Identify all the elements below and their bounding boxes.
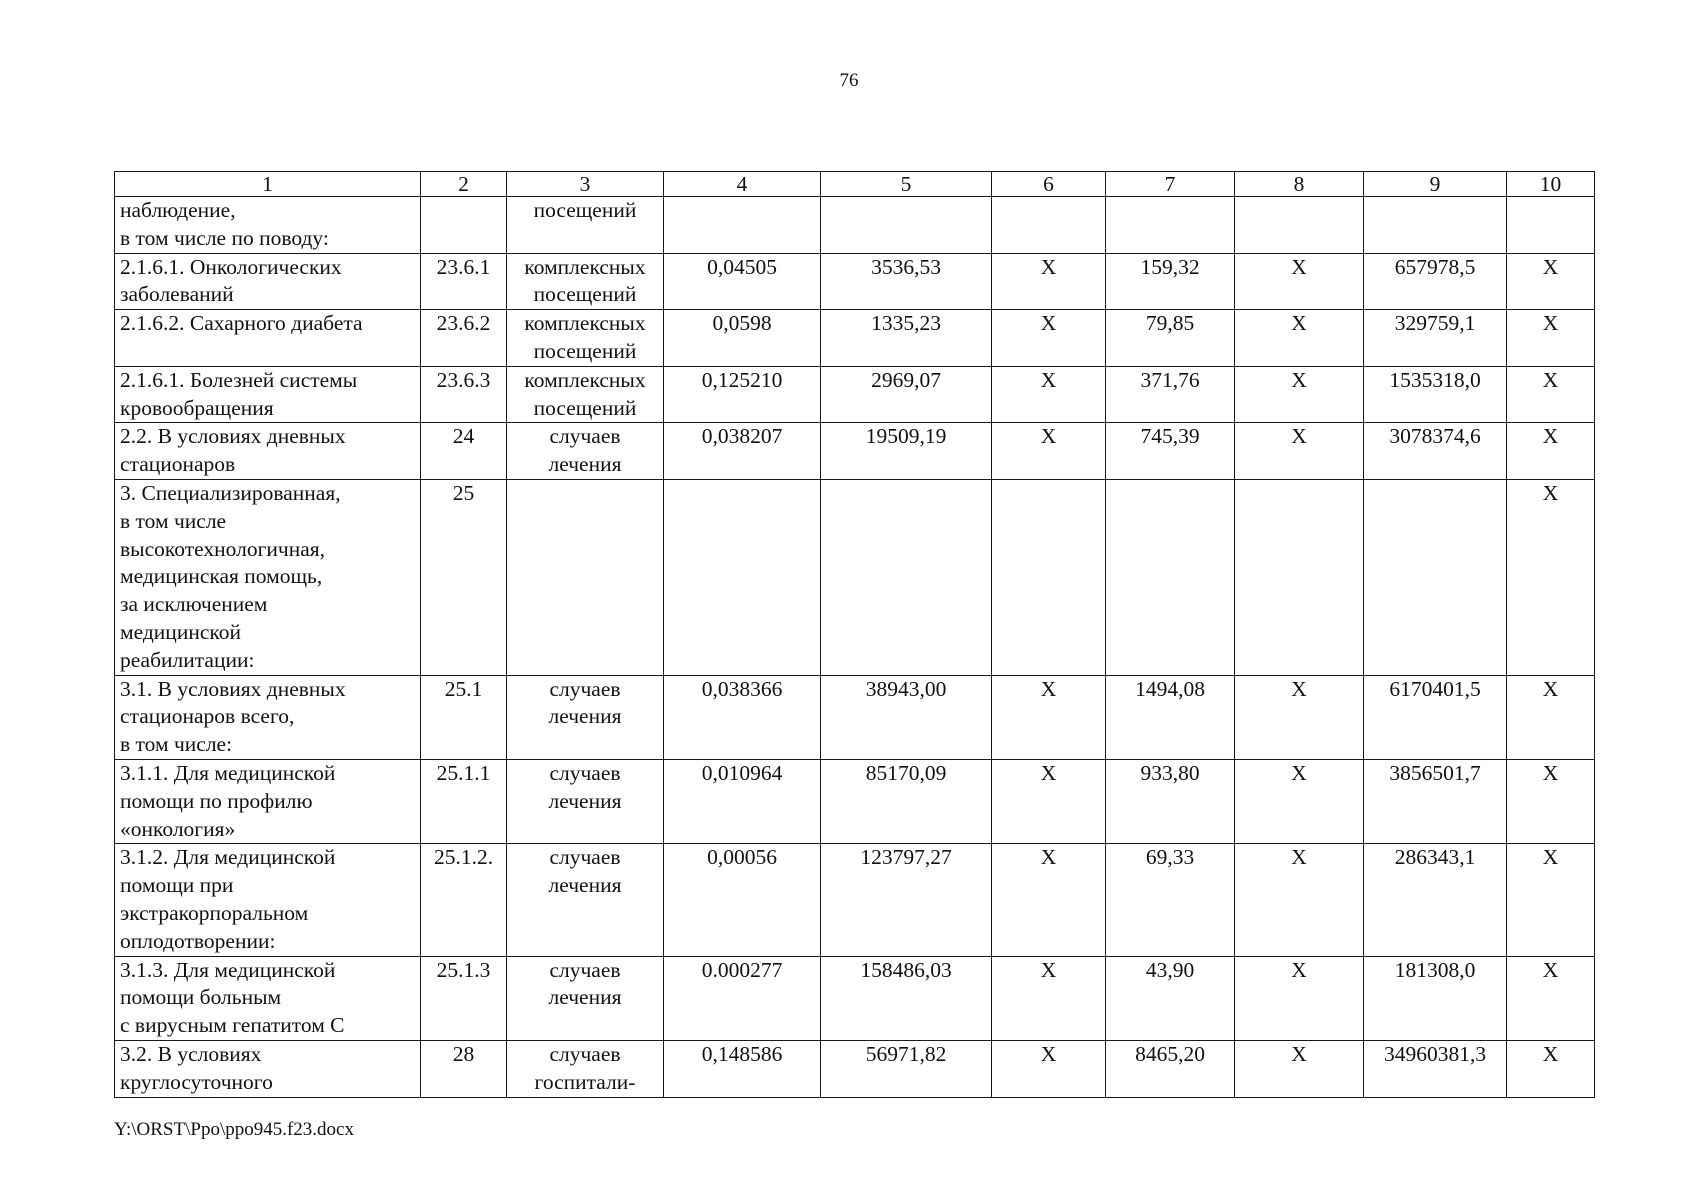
table-cell: 23.6.1 bbox=[421, 253, 507, 310]
table-cell: комплексных посещений bbox=[507, 366, 664, 423]
table-cell: Х bbox=[1507, 1040, 1595, 1097]
table-cell: 0,00056 bbox=[664, 844, 821, 956]
data-table bbox=[114, 171, 1595, 1098]
table-cell bbox=[1106, 479, 1235, 675]
table-cell: Х bbox=[1507, 844, 1595, 956]
table-cell: 43,90 bbox=[1106, 956, 1235, 1040]
table-cell bbox=[507, 479, 664, 675]
table-row bbox=[115, 366, 1595, 423]
table-cell: Х bbox=[1507, 675, 1595, 759]
table-cell: 3856501,7 bbox=[1364, 759, 1507, 843]
table-cell: случаев лечения bbox=[507, 956, 664, 1040]
table-body bbox=[115, 172, 1595, 1098]
table-cell: случаев лечения bbox=[507, 759, 664, 843]
table-cell: 1535318,0 bbox=[1364, 366, 1507, 423]
table-cell: случаев лечения bbox=[507, 844, 664, 956]
row-label-cell: наблюдение, в том числе по поводу: bbox=[115, 197, 421, 254]
table-row bbox=[115, 479, 1595, 675]
table-cell: 34960381,3 bbox=[1364, 1040, 1507, 1097]
table-cell: Х bbox=[1507, 759, 1595, 843]
table-cell: 85170,09 bbox=[821, 759, 992, 843]
table-cell: 0,038366 bbox=[664, 675, 821, 759]
table-cell: 371,76 bbox=[1106, 366, 1235, 423]
table-cell: Х bbox=[1507, 423, 1595, 480]
table-cell: 69,33 bbox=[1106, 844, 1235, 956]
table-cell: 1494,08 bbox=[1106, 675, 1235, 759]
table-cell: 23.6.2 bbox=[421, 310, 507, 367]
table-row bbox=[115, 956, 1595, 1040]
table-cell: 0,04505 bbox=[664, 253, 821, 310]
table-cell bbox=[1235, 197, 1364, 254]
table-cell bbox=[421, 197, 507, 254]
table-cell: 38943,00 bbox=[821, 675, 992, 759]
table-cell: комплексных посещений bbox=[507, 253, 664, 310]
table-cell bbox=[1364, 479, 1507, 675]
table-cell: 3078374,6 bbox=[1364, 423, 1507, 480]
table-cell bbox=[821, 197, 992, 254]
table-cell: 2969,07 bbox=[821, 366, 992, 423]
header-cell: 4 bbox=[664, 172, 821, 197]
table-cell bbox=[1364, 197, 1507, 254]
row-label-cell: 3.1. В условиях дневных стационаров всего, в том числе: bbox=[115, 675, 421, 759]
table-cell bbox=[1507, 197, 1595, 254]
table-cell: 56971,82 bbox=[821, 1040, 992, 1097]
row-label-cell: 2.2. В условиях дневных стационаров bbox=[115, 423, 421, 480]
row-label-cell: 3. Специализированная, в том числе высокотехнологичная, медицинская помощь, за исключением медицинской реабилитации: bbox=[115, 479, 421, 675]
table-cell: комплексных посещений bbox=[507, 310, 664, 367]
table-cell: Х bbox=[1507, 956, 1595, 1040]
row-label-cell: 2.1.6.2. Сахарного диабета bbox=[115, 310, 421, 367]
table-header-row bbox=[115, 172, 1595, 197]
file-path-footer: Y:\ORST\Ppo\ppo945.f23.docx bbox=[114, 1119, 354, 1140]
header-cell: 7 bbox=[1106, 172, 1235, 197]
table-cell: 8465,20 bbox=[1106, 1040, 1235, 1097]
table-cell: случаев лечения bbox=[507, 675, 664, 759]
row-label-cell: 2.1.6.1. Болезней системы кровообращения bbox=[115, 366, 421, 423]
table-cell: 181308,0 bbox=[1364, 956, 1507, 1040]
table-cell: 0,038207 bbox=[664, 423, 821, 480]
table-cell: 25.1.2. bbox=[421, 844, 507, 956]
header-cell: 3 bbox=[507, 172, 664, 197]
table-cell: 0.000277 bbox=[664, 956, 821, 1040]
table-cell bbox=[821, 479, 992, 675]
table-cell: 6170401,5 bbox=[1364, 675, 1507, 759]
table-row bbox=[115, 197, 1595, 254]
table-cell: 24 bbox=[421, 423, 507, 480]
header-cell: 8 bbox=[1235, 172, 1364, 197]
header-cell: 9 bbox=[1364, 172, 1507, 197]
table-cell: Х bbox=[992, 253, 1106, 310]
table-row bbox=[115, 423, 1595, 480]
table-cell: Х bbox=[992, 366, 1106, 423]
table-cell: Х bbox=[1507, 253, 1595, 310]
table-cell: Х bbox=[1507, 479, 1595, 675]
table-cell: 0,125210 bbox=[664, 366, 821, 423]
table-cell: 25 bbox=[421, 479, 507, 675]
table-cell: 0,0598 bbox=[664, 310, 821, 367]
table-cell: Х bbox=[1235, 366, 1364, 423]
table-cell bbox=[1235, 479, 1364, 675]
table-row bbox=[115, 310, 1595, 367]
header-cell: 2 bbox=[421, 172, 507, 197]
table-cell: Х bbox=[992, 759, 1106, 843]
table-cell: Х bbox=[992, 423, 1106, 480]
table-cell: Х bbox=[1235, 423, 1364, 480]
table-cell: 0,010964 bbox=[664, 759, 821, 843]
header-cell: 6 bbox=[992, 172, 1106, 197]
table-cell: 25.1.3 bbox=[421, 956, 507, 1040]
table-cell bbox=[664, 479, 821, 675]
table-cell bbox=[992, 479, 1106, 675]
header-cell: 1 bbox=[115, 172, 421, 197]
row-label-cell: 3.2. В условиях круглосуточного bbox=[115, 1040, 421, 1097]
table-cell: 745,39 bbox=[1106, 423, 1235, 480]
table-row bbox=[115, 759, 1595, 843]
table-cell: Х bbox=[992, 1040, 1106, 1097]
table-cell: Х bbox=[992, 956, 1106, 1040]
table-cell: 1335,23 bbox=[821, 310, 992, 367]
table-row bbox=[115, 1040, 1595, 1097]
table-cell: посещений bbox=[507, 197, 664, 254]
table-cell: Х bbox=[992, 675, 1106, 759]
table-cell: Х bbox=[1235, 759, 1364, 843]
row-label-cell: 2.1.6.1. Онкологических заболеваний bbox=[115, 253, 421, 310]
table-cell bbox=[992, 197, 1106, 254]
table-cell: Х bbox=[1507, 310, 1595, 367]
table-cell: 286343,1 bbox=[1364, 844, 1507, 956]
table-row bbox=[115, 253, 1595, 310]
table-cell: Х bbox=[1235, 675, 1364, 759]
header-cell: 10 bbox=[1507, 172, 1595, 197]
table-cell: случаев лечения bbox=[507, 423, 664, 480]
table-cell: 25.1 bbox=[421, 675, 507, 759]
table-cell: 123797,27 bbox=[821, 844, 992, 956]
table-cell: Х bbox=[992, 844, 1106, 956]
table-row bbox=[115, 844, 1595, 956]
header-cell: 5 bbox=[821, 172, 992, 197]
row-label-cell: 3.1.1. Для медицинской помощи по профилю «онкология» bbox=[115, 759, 421, 843]
table-cell: 158486,03 bbox=[821, 956, 992, 1040]
table-cell: Х bbox=[1235, 844, 1364, 956]
row-label-cell: 3.1.3. Для медицинской помощи больным с вирусным гепатитом С bbox=[115, 956, 421, 1040]
table-cell: Х bbox=[992, 310, 1106, 367]
table-cell: 0,148586 bbox=[664, 1040, 821, 1097]
row-label-cell: 3.1.2. Для медицинской помощи при экстракорпоральном оплодотворении: bbox=[115, 844, 421, 956]
table-row bbox=[115, 675, 1595, 759]
table-cell: Х bbox=[1235, 310, 1364, 367]
table-cell: 329759,1 bbox=[1364, 310, 1507, 367]
table-cell: 19509,19 bbox=[821, 423, 992, 480]
table-cell: Х bbox=[1235, 253, 1364, 310]
table-cell: 159,32 bbox=[1106, 253, 1235, 310]
table-cell: 657978,5 bbox=[1364, 253, 1507, 310]
table-cell bbox=[1106, 197, 1235, 254]
table-cell: случаев госпитали- bbox=[507, 1040, 664, 1097]
table-cell: 933,80 bbox=[1106, 759, 1235, 843]
table-cell: 3536,53 bbox=[821, 253, 992, 310]
table-cell: 23.6.3 bbox=[421, 366, 507, 423]
table-cell: 28 bbox=[421, 1040, 507, 1097]
table-cell: 79,85 bbox=[1106, 310, 1235, 367]
table-cell: Х bbox=[1235, 956, 1364, 1040]
table-cell: Х bbox=[1507, 366, 1595, 423]
table-cell: Х bbox=[1235, 1040, 1364, 1097]
table-cell bbox=[664, 197, 821, 254]
table-cell: 25.1.1 bbox=[421, 759, 507, 843]
page-number: 76 bbox=[839, 70, 859, 91]
